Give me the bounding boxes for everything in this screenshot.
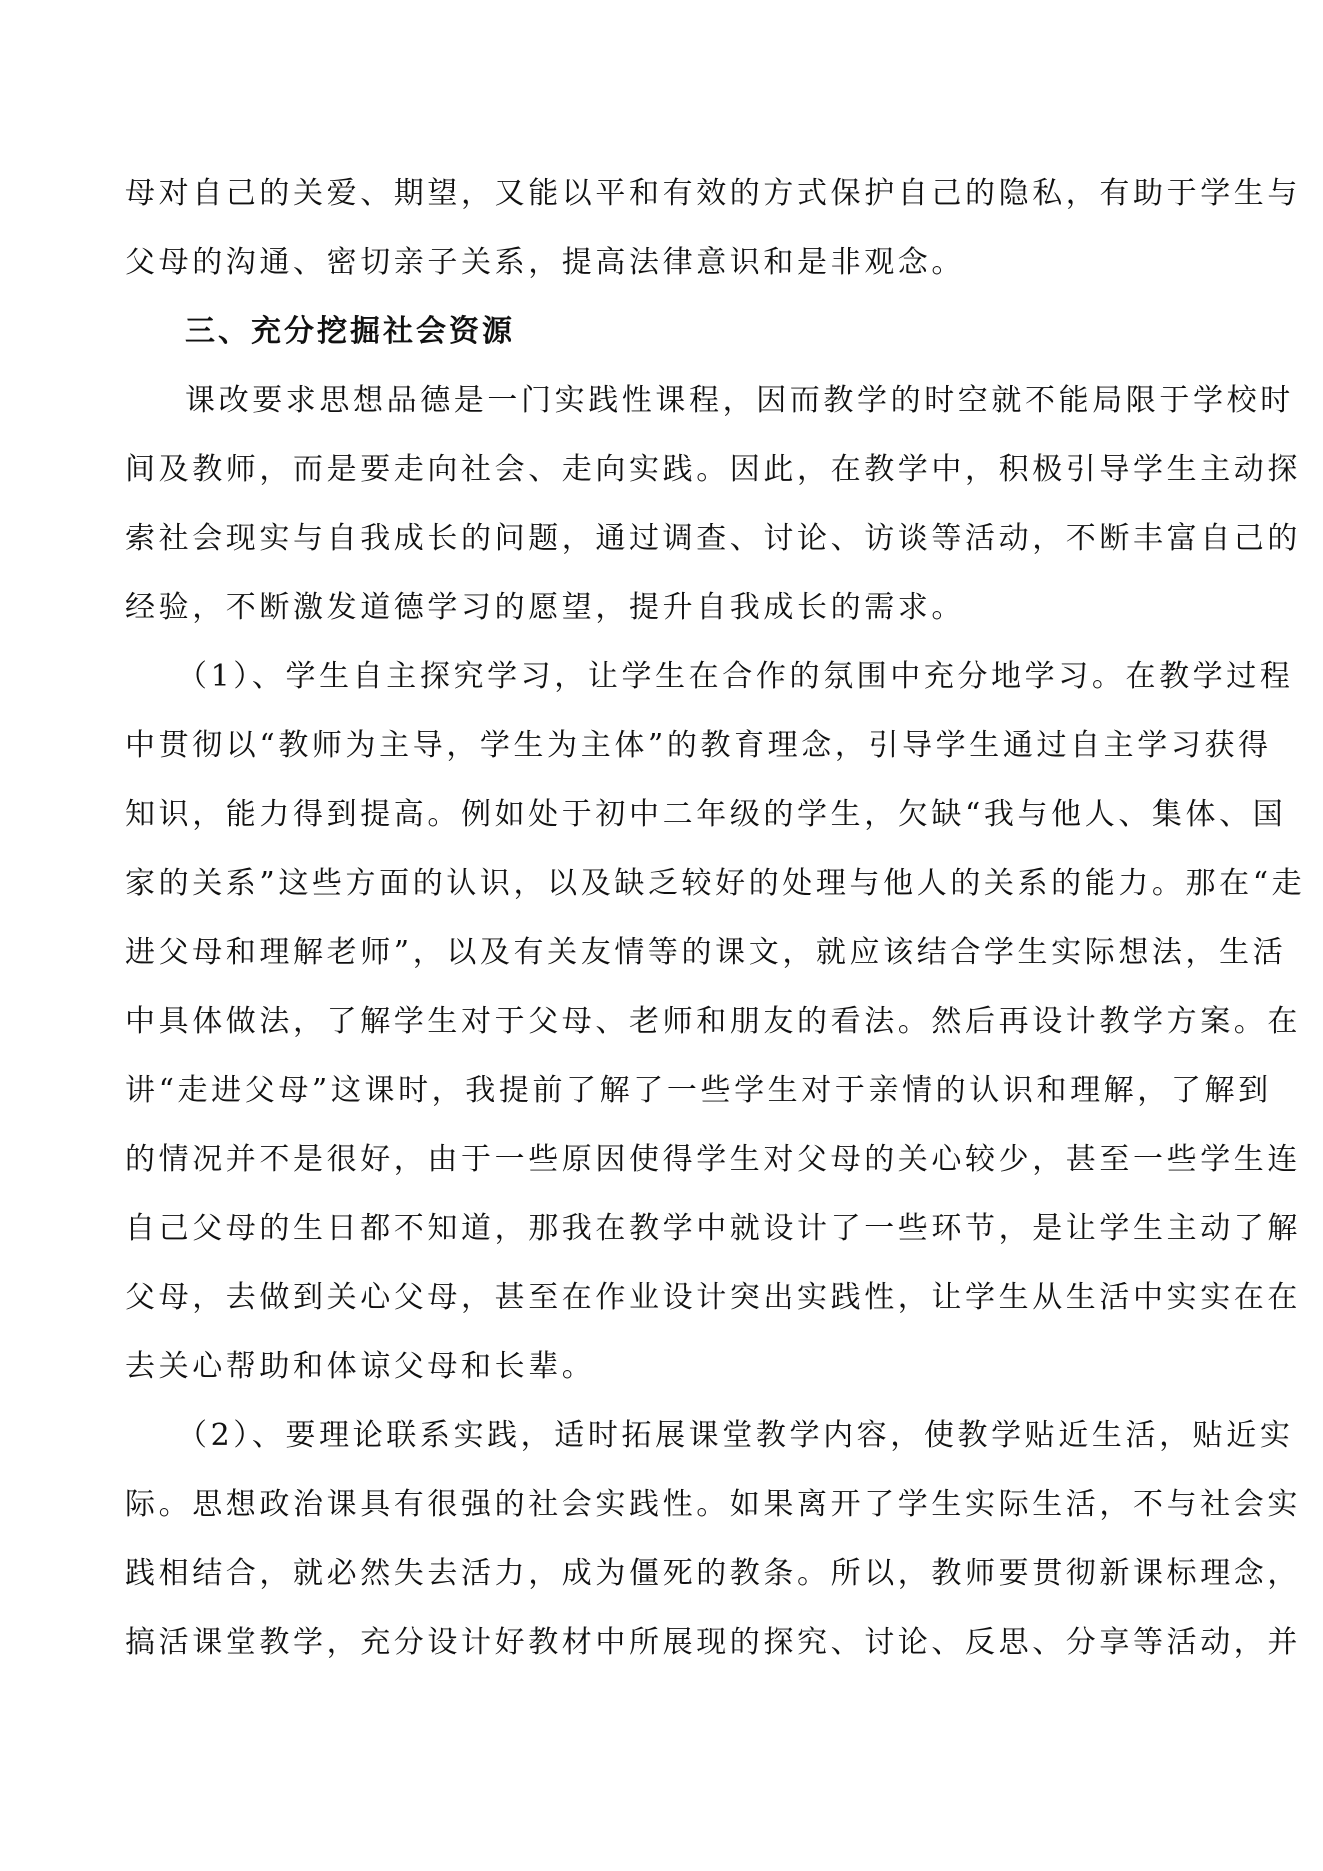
text-line: 索社会现实与自我成长的问题，通过调查、讨论、访谈等活动，不断丰富自己的 <box>125 521 1301 556</box>
text-line: 讲“走进父母”这课时，我提前了解了一些学生对于亲情的认识和理解，了解到 <box>125 1073 1272 1108</box>
text-line: 践相结合，就必然失去活力，成为僵死的教条。所以，教师要贯彻新课标理念， <box>125 1556 1301 1591</box>
paragraph-point-1 <box>125 655 1306 1414</box>
text-line: 去关心帮助和体谅父母和长辈。 <box>125 1349 596 1384</box>
text-line: 课改要求思想品德是一门实践性课程，因而教学的时空就不能局限于学校时 <box>185 383 1294 418</box>
document-body <box>125 172 1306 1690</box>
text-line: 父母的沟通、密切亲子关系，提高法律意识和是非观念。 <box>125 245 965 280</box>
text-line: 中具体做法，了解学生对于父母、老师和朋友的看法。然后再设计教学方案。在 <box>125 1004 1301 1039</box>
text-line: 中贯彻以“教师为主导，学生为主体”的教育理念，引导学生通过自主学习获得 <box>125 728 1272 763</box>
paragraph-continuation <box>125 172 1301 310</box>
text-line: 进父母和理解老师”，以及有关友情等的课文，就应该结合学生实际想法，生活 <box>125 935 1287 970</box>
text-line: 搞活课堂教学，充分设计好教材中所展现的探究、讨论、反思、分享等活动，并 <box>125 1625 1301 1660</box>
text-line: 父母，去做到关心父母，甚至在作业设计突出实践性，让学生从生活中实实在在 <box>125 1280 1301 1315</box>
text-line: 知识，能力得到提高。例如处于初中二年级的学生，欠缺“我与他人、集体、国 <box>125 797 1287 832</box>
text-line: 间及教师，而是要走向社会、走向实践。因此，在教学中，积极引导学生主动探 <box>125 452 1301 487</box>
text-line: 际。思想政治课具有很强的社会实践性。如果离开了学生实际生活，不与社会实 <box>125 1487 1301 1522</box>
paragraph-point-2 <box>125 1414 1301 1690</box>
text-line: 经验，不断激发道德学习的愿望，提升自我成长的需求。 <box>125 590 965 625</box>
section-heading: 三、充分挖掘社会资源 <box>185 314 515 349</box>
text-line: （2）、要理论联系实践，适时拓展课堂教学内容，使教学贴近生活，贴近实 <box>177 1418 1294 1453</box>
text-line: （1）、学生自主探究学习，让学生在合作的氛围中充分地学习。在教学过程 <box>177 659 1294 694</box>
text-line: 的情况并不是很好，由于一些原因使得学生对父母的关心较少，甚至一些学生连 <box>125 1142 1301 1177</box>
text-line: 家的关系”这些方面的认识，以及缺乏较好的处理与他人的关系的能力。那在“走 <box>125 866 1306 901</box>
text-line: 母对自己的关爱、期望，又能以平和有效的方式保护自己的隐私，有助于学生与 <box>125 176 1301 211</box>
paragraph-curriculum <box>125 379 1301 655</box>
text-line: 自己父母的生日都不知道，那我在教学中就设计了一些环节，是让学生主动了解 <box>125 1211 1301 1246</box>
